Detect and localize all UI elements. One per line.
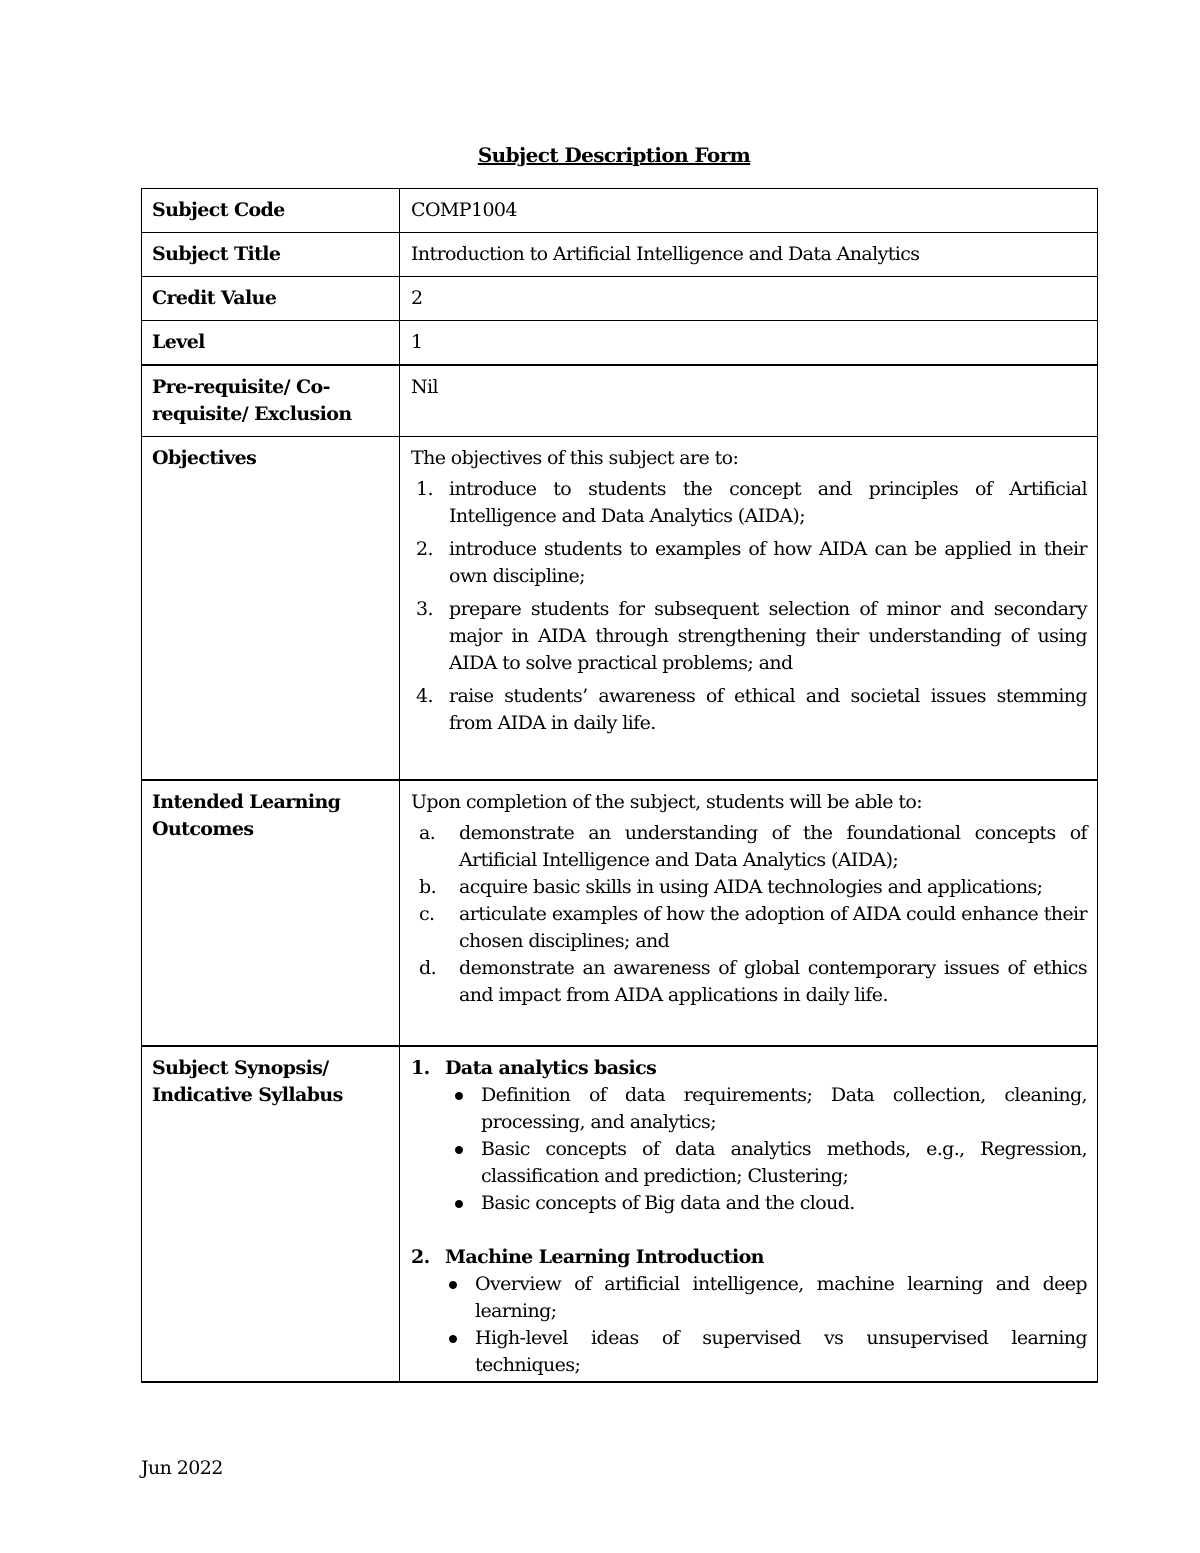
outcome-text: demonstrate an awareness of global contemporary issues of ethics and impact from AIDA applications in daily life. [459, 957, 1087, 1006]
bullet-icon [455, 1092, 463, 1100]
level-label: Level [142, 321, 400, 366]
outcomes-list [411, 820, 1087, 1009]
row-level [142, 321, 1098, 366]
objective-text: prepare students for subsequent selection of minor and secondary major in AIDA through strengthening their understanding of using AIDA to solve practical problems; and [449, 598, 1087, 674]
credit-value-label: Credit Value [142, 277, 400, 321]
list-marker: 3. [416, 598, 433, 620]
bullet-text: Basic concepts of Big data and the cloud. [481, 1192, 855, 1214]
objective-item [411, 596, 1087, 677]
syllabus-bullet [411, 1325, 1087, 1379]
bullet-text: Overview of artificial intelligence, machine learning and deep learning; [475, 1273, 1087, 1322]
list-marker: 4. [416, 685, 433, 707]
subject-title-value: Introduction to Artificial Intelligence and Data Analytics [400, 233, 1098, 277]
objective-item [411, 476, 1087, 530]
subject-description-table [141, 188, 1098, 1383]
prerequisite-label: Pre-requisite/ Co-requisite/ Exclusion [142, 365, 400, 437]
subject-code-label: Subject Code [142, 189, 400, 233]
syllabus-section [411, 1055, 1087, 1217]
learning-outcomes-label: Intended Learning Outcomes [142, 780, 400, 1046]
syllabus-label: Subject Synopsis/ Indicative Syllabus [142, 1046, 400, 1382]
syllabus-value [400, 1046, 1098, 1382]
row-objectives [142, 437, 1098, 781]
outcome-item [411, 820, 1087, 874]
list-marker: a. [419, 822, 436, 844]
bullet-icon [455, 1200, 463, 1208]
list-marker: 1. [416, 478, 433, 500]
outcome-item [411, 955, 1087, 1009]
syllabus-bullet [411, 1271, 1087, 1325]
outcome-item [411, 874, 1087, 901]
level-value: 1 [400, 321, 1098, 366]
objective-item [411, 683, 1087, 737]
objective-text: introduce students to examples of how AIDA can be applied in their own discipline; [449, 538, 1087, 587]
bullet-icon [449, 1281, 457, 1289]
list-marker: c. [419, 903, 435, 925]
row-prerequisite [142, 365, 1098, 437]
syllabus-bullets [411, 1271, 1087, 1379]
row-subject-title [142, 233, 1098, 277]
row-syllabus [142, 1046, 1098, 1382]
credit-value-value: 2 [400, 277, 1098, 321]
syllabus-bullet [411, 1082, 1087, 1136]
objectives-intro: The objectives of this subject are to: [411, 447, 739, 469]
outcome-item [411, 901, 1087, 955]
list-marker: 1. [411, 1057, 430, 1079]
outcome-text: acquire basic skills in using AIDA technologies and applications; [459, 876, 1043, 898]
bullet-icon [455, 1146, 463, 1154]
objective-item [411, 536, 1087, 590]
bullet-icon [449, 1335, 457, 1343]
syllabus-section [411, 1244, 1087, 1379]
syllabus-heading-text: Machine Learning Introduction [445, 1246, 764, 1268]
bullet-text: Definition of data requirements; Data collection, cleaning, processing, and analytics; [481, 1084, 1087, 1133]
objectives-value [400, 437, 1098, 781]
learning-outcomes-value [400, 780, 1098, 1046]
row-learning-outcomes [142, 780, 1098, 1046]
subject-code-value: COMP1004 [400, 189, 1098, 233]
page-footer-date: Jun 2022 [141, 1457, 223, 1479]
syllabus-heading [411, 1055, 1087, 1082]
outcome-text: demonstrate an understanding of the foundational concepts of Artificial Intelligence and Data Analytics (AIDA); [459, 822, 1087, 871]
row-credit-value [142, 277, 1098, 321]
row-subject-code [142, 189, 1098, 233]
list-marker: 2. [416, 538, 433, 560]
bullet-text: High-level ideas of supervised vs unsupervised learning techniques; [475, 1327, 1087, 1376]
list-marker: b. [419, 876, 437, 898]
syllabus-heading-text: Data analytics basics [445, 1057, 657, 1079]
list-marker: 2. [411, 1246, 430, 1268]
objective-text: introduce to students the concept and principles of Artificial Intelligence and Data Analytics (AIDA); [449, 478, 1087, 527]
objective-text: raise students’ awareness of ethical and societal issues stemming from AIDA in daily life. [449, 685, 1087, 734]
bullet-text: Basic concepts of data analytics methods, e.g., Regression, classification and prediction; Clustering; [481, 1138, 1087, 1187]
list-marker: d. [419, 957, 437, 979]
outcomes-intro: Upon completion of the subject, students will be able to: [411, 791, 923, 813]
syllabus-bullets [411, 1082, 1087, 1217]
syllabus-bullet [411, 1136, 1087, 1190]
prerequisite-value: Nil [400, 365, 1098, 437]
subject-title-label: Subject Title [142, 233, 400, 277]
outcome-text: articulate examples of how the adoption of AIDA could enhance their chosen disciplines; and [459, 903, 1087, 952]
objectives-label: Objectives [142, 437, 400, 781]
page-title: Subject Description Form [477, 143, 751, 167]
objectives-list [411, 476, 1087, 737]
syllabus-heading [411, 1244, 1087, 1271]
syllabus-bullet [411, 1190, 1087, 1217]
